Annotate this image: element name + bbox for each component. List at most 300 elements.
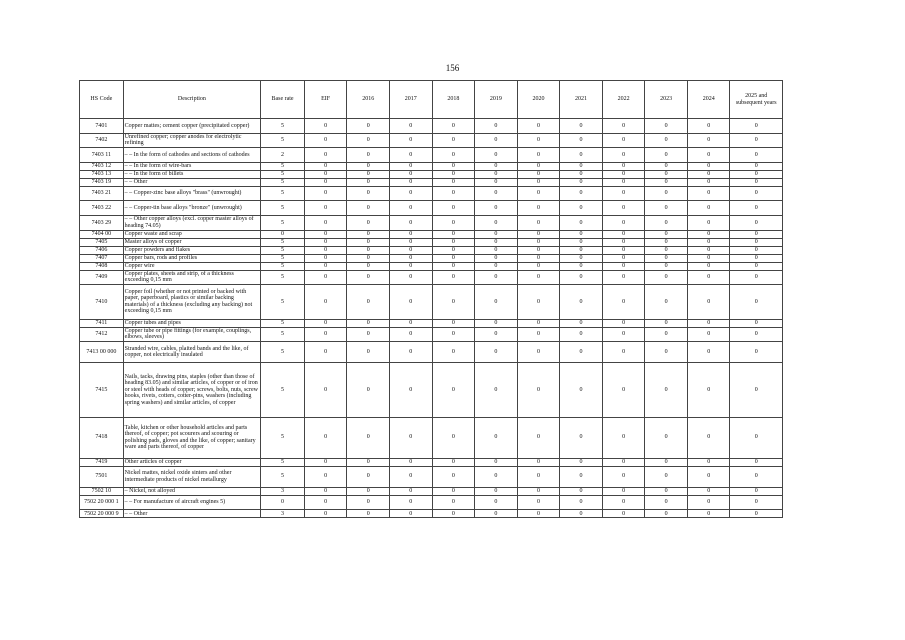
hs-code-cell: 7404 00 [80, 230, 124, 238]
rate-cell: 0 [602, 178, 645, 186]
rate-cell: 0 [687, 495, 730, 510]
rate-cell: 0 [432, 201, 475, 216]
rate-cell: 0 [389, 319, 432, 327]
rate-cell: 0 [560, 186, 603, 201]
rate-cell: 0 [347, 363, 390, 417]
rate-cell: 0 [432, 466, 475, 487]
rate-cell: 0 [475, 285, 518, 319]
rate-cell: 0 [432, 495, 475, 510]
rate-cell: 0 [560, 178, 603, 186]
rate-cell: 0 [645, 458, 688, 466]
description-cell: Nails, tacks, drawing pins, staples (other than those of heading 83.05) and similar articles, of copper or of iron or steel with heads of copper; screws, bolts, nuts, screw hooks, rivets, cotters, cotter-pins, washers (including spring washers) and similar articles, of copper [123, 363, 261, 417]
rate-cell: 0 [645, 215, 688, 230]
rate-cell: 0 [347, 327, 390, 342]
rate-cell: 0 [560, 148, 603, 163]
rate-cell: 0 [475, 170, 518, 178]
rate-cell: 0 [602, 230, 645, 238]
rate-cell: 0 [389, 458, 432, 466]
rate-cell: 0 [560, 119, 603, 134]
rate-cell: 0 [304, 246, 347, 254]
table-body [80, 119, 783, 518]
hs-code-cell: 7401 [80, 119, 124, 134]
description-cell: – – Other [123, 178, 261, 186]
rate-cell: 0 [304, 133, 347, 148]
table-row [80, 119, 783, 134]
table-row [80, 262, 783, 270]
rate-cell: 0 [645, 285, 688, 319]
rate-cell: 0 [560, 238, 603, 246]
rate-cell: 0 [389, 466, 432, 487]
base-rate-cell: 5 [261, 119, 305, 134]
table-row [80, 254, 783, 262]
description-cell: – – Other copper alloys (excl. copper master alloys of heading 74.05) [123, 215, 261, 230]
rate-cell: 0 [517, 254, 560, 262]
rate-cell: 0 [517, 363, 560, 417]
rate-cell: 0 [347, 119, 390, 134]
rate-cell: 0 [389, 495, 432, 510]
rate-cell: 0 [687, 148, 730, 163]
rate-cell: 0 [645, 495, 688, 510]
hs-code-cell: 7409 [80, 270, 124, 285]
rate-cell: 0 [347, 319, 390, 327]
description-cell: Copper mattes; cement copper (precipitated copper) [123, 119, 261, 134]
table-row [80, 201, 783, 216]
table-row [80, 510, 783, 518]
rate-cell: 0 [560, 170, 603, 178]
rate-cell: 0 [304, 510, 347, 518]
rate-cell: 0 [347, 285, 390, 319]
rate-cell: 0 [517, 495, 560, 510]
rate-cell: 0 [475, 238, 518, 246]
rate-cell: 0 [475, 133, 518, 148]
rate-cell: 0 [304, 262, 347, 270]
rate-cell: 0 [602, 466, 645, 487]
rate-cell: 0 [517, 319, 560, 327]
rate-cell: 0 [432, 238, 475, 246]
rate-cell: 0 [432, 342, 475, 363]
table-row [80, 186, 783, 201]
rate-cell: 0 [517, 246, 560, 254]
rate-cell: 0 [517, 487, 560, 495]
rate-cell: 0 [560, 342, 603, 363]
rate-cell: 0 [517, 327, 560, 342]
rate-cell: 0 [432, 458, 475, 466]
base-rate-cell: 5 [261, 458, 305, 466]
base-rate-cell: 5 [261, 285, 305, 319]
column-header: 2025 and subsequent years [730, 81, 783, 119]
table-row [80, 230, 783, 238]
table-row [80, 270, 783, 285]
rate-cell: 0 [389, 417, 432, 458]
rate-cell: 0 [730, 417, 783, 458]
rate-cell: 0 [645, 162, 688, 170]
rate-cell: 0 [730, 186, 783, 201]
rate-cell: 0 [645, 230, 688, 238]
rate-cell: 0 [730, 262, 783, 270]
rate-cell: 0 [347, 215, 390, 230]
rate-cell: 0 [517, 342, 560, 363]
hs-code-cell: 7413 00 000 [80, 342, 124, 363]
base-rate-cell: 5 [261, 417, 305, 458]
rate-cell: 0 [389, 162, 432, 170]
rate-cell: 0 [475, 495, 518, 510]
rate-cell: 0 [517, 133, 560, 148]
rate-cell: 0 [560, 319, 603, 327]
column-header: EIF [304, 81, 347, 119]
rate-cell: 0 [687, 458, 730, 466]
rate-cell: 0 [560, 215, 603, 230]
hs-code-cell: 7419 [80, 458, 124, 466]
rate-cell: 0 [645, 327, 688, 342]
rate-cell: 0 [602, 363, 645, 417]
rate-cell: 0 [687, 178, 730, 186]
rate-cell: 0 [389, 246, 432, 254]
rate-cell: 0 [517, 178, 560, 186]
rate-cell: 0 [602, 246, 645, 254]
base-rate-cell: 5 [261, 246, 305, 254]
rate-cell: 0 [432, 133, 475, 148]
rate-cell: 0 [730, 327, 783, 342]
rate-cell: 0 [432, 119, 475, 134]
table-row [80, 327, 783, 342]
rate-cell: 0 [687, 270, 730, 285]
description-cell: Nickel mattes, nickel oxide sinters and other intermediate products of nickel metallurgy [123, 466, 261, 487]
rate-cell: 0 [730, 170, 783, 178]
rate-cell: 0 [517, 170, 560, 178]
rate-cell: 0 [304, 270, 347, 285]
description-cell: Unrefined copper; copper anodes for electrolytic refining [123, 133, 261, 148]
rate-cell: 0 [475, 119, 518, 134]
rate-cell: 0 [560, 254, 603, 262]
base-rate-cell: 5 [261, 178, 305, 186]
rate-cell: 0 [560, 417, 603, 458]
table-row [80, 458, 783, 466]
rate-cell: 0 [389, 148, 432, 163]
description-cell: – – Other [123, 510, 261, 518]
description-cell: Copper tubes and pipes [123, 319, 261, 327]
rate-cell: 0 [432, 254, 475, 262]
rate-cell: 0 [602, 215, 645, 230]
rate-cell: 0 [602, 487, 645, 495]
hs-code-cell: 7402 [80, 133, 124, 148]
rate-cell: 0 [517, 119, 560, 134]
rate-cell: 0 [730, 495, 783, 510]
rate-cell: 0 [432, 170, 475, 178]
hs-code-cell: 7502 20 000 9 [80, 510, 124, 518]
table-row [80, 285, 783, 319]
column-header: Description [123, 81, 261, 119]
table-row [80, 487, 783, 495]
rate-cell: 0 [432, 162, 475, 170]
rate-cell: 0 [389, 254, 432, 262]
rate-cell: 0 [602, 148, 645, 163]
rate-cell: 0 [475, 327, 518, 342]
rate-cell: 0 [560, 327, 603, 342]
description-cell: – – Copper-tin base alloys "bronze" (unwrought) [123, 201, 261, 216]
column-header: 2020 [517, 81, 560, 119]
base-rate-cell: 5 [261, 170, 305, 178]
hs-code-cell: 7407 [80, 254, 124, 262]
rate-cell: 0 [645, 133, 688, 148]
base-rate-cell: 5 [261, 238, 305, 246]
rate-cell: 0 [602, 510, 645, 518]
rate-cell: 0 [475, 319, 518, 327]
rate-cell: 0 [475, 270, 518, 285]
base-rate-cell: 5 [261, 215, 305, 230]
hs-code-cell: 7403 11 [80, 148, 124, 163]
hs-code-cell: 7501 [80, 466, 124, 487]
rate-cell: 0 [687, 487, 730, 495]
rate-cell: 0 [389, 510, 432, 518]
rate-cell: 0 [304, 466, 347, 487]
rate-cell: 0 [389, 186, 432, 201]
rate-cell: 0 [432, 510, 475, 518]
table-row [80, 170, 783, 178]
rate-cell: 0 [347, 238, 390, 246]
column-header: 2018 [432, 81, 475, 119]
rate-cell: 0 [432, 215, 475, 230]
rate-cell: 0 [560, 201, 603, 216]
rate-cell: 0 [517, 262, 560, 270]
hs-code-cell: 7418 [80, 417, 124, 458]
rate-cell: 0 [687, 201, 730, 216]
rate-cell: 0 [475, 510, 518, 518]
rate-cell: 0 [304, 215, 347, 230]
table-row [80, 466, 783, 487]
rate-cell: 0 [304, 186, 347, 201]
rate-cell: 0 [560, 230, 603, 238]
rate-cell: 0 [730, 119, 783, 134]
rate-cell: 0 [475, 186, 518, 201]
rate-cell: 0 [687, 262, 730, 270]
base-rate-cell: 5 [261, 254, 305, 262]
base-rate-cell: 0 [261, 495, 305, 510]
description-cell: – – In the form of billets [123, 170, 261, 178]
rate-cell: 0 [347, 270, 390, 285]
rate-cell: 0 [475, 178, 518, 186]
rate-cell: 0 [347, 162, 390, 170]
rate-cell: 0 [602, 238, 645, 246]
rate-cell: 0 [560, 363, 603, 417]
rate-cell: 0 [517, 162, 560, 170]
hs-code-cell: 7403 12 [80, 162, 124, 170]
rate-cell: 0 [347, 417, 390, 458]
rate-cell: 0 [304, 148, 347, 163]
rate-cell: 0 [602, 186, 645, 201]
table-row [80, 133, 783, 148]
rate-cell: 0 [730, 487, 783, 495]
rate-cell: 0 [730, 458, 783, 466]
table-row [80, 363, 783, 417]
rate-cell: 0 [602, 254, 645, 262]
table-row [80, 238, 783, 246]
rate-cell: 0 [432, 246, 475, 254]
table-row [80, 246, 783, 254]
description-cell: Stranded wire, cables, plaited bands and the like, of copper, not electrically insulated [123, 342, 261, 363]
rate-cell: 0 [517, 215, 560, 230]
hs-code-cell: 7411 [80, 319, 124, 327]
rate-cell: 0 [645, 246, 688, 254]
rate-cell: 0 [687, 510, 730, 518]
tariff-table [79, 80, 783, 518]
base-rate-cell: 5 [261, 363, 305, 417]
description-cell: Copper bars, rods and profiles [123, 254, 261, 262]
rate-cell: 0 [645, 262, 688, 270]
rate-cell: 0 [645, 238, 688, 246]
rate-cell: 0 [475, 148, 518, 163]
hs-code-cell: 7412 [80, 327, 124, 342]
rate-cell: 0 [517, 201, 560, 216]
rate-cell: 0 [347, 487, 390, 495]
rate-cell: 0 [304, 458, 347, 466]
rate-cell: 0 [347, 178, 390, 186]
rate-cell: 0 [475, 417, 518, 458]
rate-cell: 0 [389, 170, 432, 178]
rate-cell: 0 [347, 186, 390, 201]
rate-cell: 0 [517, 510, 560, 518]
base-rate-cell: 0 [261, 230, 305, 238]
rate-cell: 0 [304, 342, 347, 363]
column-header: 2023 [645, 81, 688, 119]
rate-cell: 0 [304, 178, 347, 186]
rate-cell: 0 [517, 285, 560, 319]
rate-cell: 0 [645, 510, 688, 518]
rate-cell: 0 [602, 342, 645, 363]
rate-cell: 0 [347, 510, 390, 518]
rate-cell: 0 [730, 133, 783, 148]
rate-cell: 0 [645, 178, 688, 186]
table-row [80, 319, 783, 327]
description-cell: Master alloys of copper [123, 238, 261, 246]
hs-code-cell: 7406 [80, 246, 124, 254]
description-cell: Copper tube or pipe fittings (for example, couplings, elbows, sleeves) [123, 327, 261, 342]
base-rate-cell: 3 [261, 510, 305, 518]
hs-code-cell: 7408 [80, 262, 124, 270]
table-row [80, 148, 783, 163]
base-rate-cell: 5 [261, 201, 305, 216]
rate-cell: 0 [475, 458, 518, 466]
rate-cell: 0 [304, 119, 347, 134]
rate-cell: 0 [602, 119, 645, 134]
column-header: 2022 [602, 81, 645, 119]
rate-cell: 0 [432, 285, 475, 319]
rate-cell: 0 [602, 262, 645, 270]
rate-cell: 0 [304, 238, 347, 246]
rate-cell: 0 [389, 270, 432, 285]
rate-cell: 0 [389, 487, 432, 495]
table-row [80, 215, 783, 230]
rate-cell: 0 [560, 262, 603, 270]
rate-cell: 0 [517, 148, 560, 163]
rate-cell: 0 [347, 342, 390, 363]
column-header: 2021 [560, 81, 603, 119]
rate-cell: 0 [389, 119, 432, 134]
column-header: Base rate [261, 81, 305, 119]
rate-cell: 0 [347, 230, 390, 238]
rate-cell: 0 [517, 238, 560, 246]
rate-cell: 0 [517, 230, 560, 238]
rate-cell: 0 [645, 487, 688, 495]
base-rate-cell: 5 [261, 186, 305, 201]
rate-cell: 0 [687, 215, 730, 230]
rate-cell: 0 [432, 319, 475, 327]
column-header: 2017 [389, 81, 432, 119]
rate-cell: 0 [687, 327, 730, 342]
rate-cell: 0 [560, 133, 603, 148]
rate-cell: 0 [347, 262, 390, 270]
rate-cell: 0 [687, 363, 730, 417]
rate-cell: 0 [389, 363, 432, 417]
rate-cell: 0 [645, 186, 688, 201]
column-header: 2024 [687, 81, 730, 119]
rate-cell: 0 [304, 254, 347, 262]
page-number: 156 [445, 63, 460, 73]
rate-cell: 0 [389, 285, 432, 319]
rate-cell: 0 [517, 417, 560, 458]
base-rate-cell: 5 [261, 262, 305, 270]
base-rate-cell: 3 [261, 487, 305, 495]
rate-cell: 0 [687, 170, 730, 178]
rate-cell: 0 [730, 363, 783, 417]
rate-cell: 0 [347, 148, 390, 163]
rate-cell: 0 [687, 417, 730, 458]
rate-cell: 0 [730, 178, 783, 186]
rate-cell: 0 [560, 466, 603, 487]
description-cell: – – In the form of wire-bars [123, 162, 261, 170]
rate-cell: 0 [304, 162, 347, 170]
rate-cell: 0 [560, 510, 603, 518]
description-cell: Copper wire [123, 262, 261, 270]
rate-cell: 0 [304, 230, 347, 238]
description-cell: Copper waste and scrap [123, 230, 261, 238]
rate-cell: 0 [602, 201, 645, 216]
rate-cell: 0 [304, 170, 347, 178]
rate-cell: 0 [432, 327, 475, 342]
hs-code-cell: 7502 10 [80, 487, 124, 495]
table-row [80, 178, 783, 186]
rate-cell: 0 [602, 319, 645, 327]
rate-cell: 0 [645, 319, 688, 327]
rate-cell: 0 [560, 487, 603, 495]
rate-cell: 0 [645, 270, 688, 285]
rate-cell: 0 [475, 201, 518, 216]
rate-cell: 0 [645, 254, 688, 262]
rate-cell: 0 [347, 246, 390, 254]
rate-cell: 0 [560, 458, 603, 466]
base-rate-cell: 5 [261, 327, 305, 342]
rate-cell: 0 [304, 201, 347, 216]
rate-cell: 0 [389, 178, 432, 186]
rate-cell: 0 [304, 487, 347, 495]
rate-cell: 0 [389, 238, 432, 246]
rate-cell: 0 [645, 417, 688, 458]
rate-cell: 0 [432, 178, 475, 186]
rate-cell: 0 [730, 238, 783, 246]
rate-cell: 0 [475, 262, 518, 270]
rate-cell: 0 [730, 246, 783, 254]
rate-cell: 0 [347, 133, 390, 148]
rate-cell: 0 [730, 201, 783, 216]
rate-cell: 0 [304, 495, 347, 510]
column-header: 2016 [347, 81, 390, 119]
rate-cell: 0 [389, 342, 432, 363]
description-cell: Copper foil (whether or not printed or backed with paper, paperboard, plastics or similar backing materials) of a thickness (excluding any backing) not exceeding 0,15 mm [123, 285, 261, 319]
hs-code-cell: 7403 19 [80, 178, 124, 186]
rate-cell: 0 [687, 186, 730, 201]
description-cell: Copper powders and flakes [123, 246, 261, 254]
rate-cell: 0 [347, 170, 390, 178]
rate-cell: 0 [602, 133, 645, 148]
